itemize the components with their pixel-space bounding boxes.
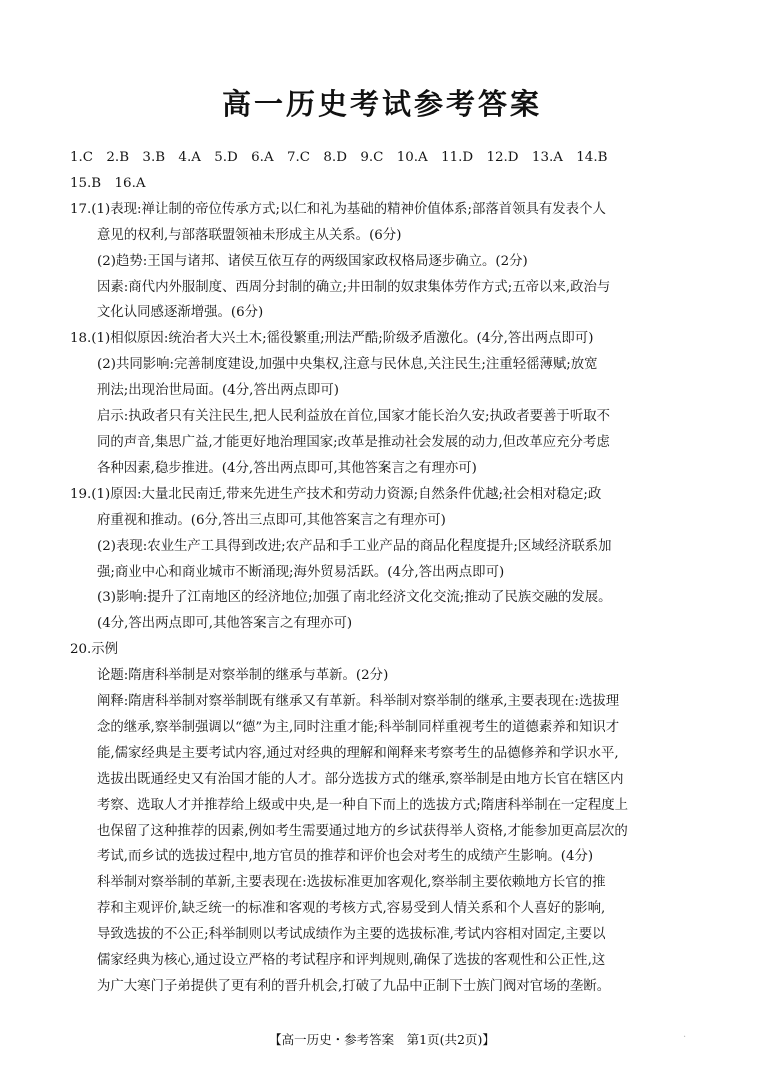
q20-line: 儒家经典为核心,通过设立严格的考试程序和评判规则,确保了选拔的客观性和公正性,这 [97, 953, 606, 969]
q20-line: 科举制对察举制的革新,主要表现在:选拔标准更加客观化,察举制主要依赖地方长官的推 [97, 875, 606, 891]
q20-line: 念的继承,察举制强调以“德”为主,同时注重才能;科举制同样重视考生的道德素养和知识才 [97, 719, 620, 735]
q20-line: 20.示例 [70, 642, 119, 658]
q20-line: 选拔出既通经史又有治国才能的人才。部分选拔方式的继承,察举制是由地方长官在辖区内 [97, 771, 624, 787]
q17-line: 文化认同感逐渐增强。(6分) [97, 305, 264, 321]
q20-line: 能,儒家经典是主要考试内容,通过对经典的理解和阐释来考察考生的品德修养和学识水平, [97, 745, 619, 761]
q20-line: 考察、选取人才并推荐给上级或中央,是一种自下而上的选拔方式;隋唐科举制在一定程度上 [97, 797, 628, 813]
q19-line: 府重视和推动。(6分,答出三点即可,其他答案言之有理亦可) [97, 512, 446, 528]
q18-line: 18.(1)相似原因:统治者大兴土木;徭役繁重;刑法严酷;阶级矛盾激化。(4分,答出两点即可) [70, 331, 594, 347]
q19-line: (2)表现:农业生产工具得到改进;农产品和手工业产品的商品化程度提升;区域经济联系加 [97, 538, 612, 554]
q19-line: 19.(1)原因:大量北民南迁,带来先进生产技术和劳动力资源;自然条件优越;社会相对稳定;政 [70, 486, 602, 502]
q20-line: 荐和主观评价,缺乏统一的标准和客观的考核方式,容易受到人情关系和个人喜好的影响, [97, 901, 606, 917]
choice-answers-line-2: 15.B 16.A [70, 175, 146, 191]
q18-line: 同的声音,集思广益,才能更好地治理国家;改革是推动社会发展的动力,但改革应充分考虑 [97, 434, 610, 450]
q18-line: 各种因素,稳步推进。(4分,答出两点即可,其他答案言之有理亦可) [97, 460, 477, 476]
page-footer: 【高一历史・参考答案 第1页(共2页)】 [269, 1032, 495, 1047]
q20-line: 阐释:隋唐科举制对察举制既有继承又有革新。科举制对察举制的继承,主要表现在:选拔理 [97, 694, 620, 710]
q17-line: 因素:商代内外服制度、西周分封制的确立;井田制的奴隶集体劳作方式;五帝以来,政治与 [97, 279, 611, 295]
q18-line: 启示:执政者只有关注民生,把人民利益放在首位,国家才能长治久安;执政者要善于听取不 [97, 409, 610, 425]
page-title: 高一历史考试参考答案 [221, 87, 542, 121]
q19-line: (4分,答出两点即可,其他答案言之有理亦可) [97, 616, 353, 632]
q20-line: 论题:隋唐科举制是对察举制的继承与革新。(2分) [97, 668, 389, 684]
q18-line: (2)共同影响:完善制度建设,加强中央集权,注意与民休息,关注民生;注重轻徭薄赋;放宽 [97, 357, 598, 373]
q17-line: 17.(1)表现:禅让制的帝位传承方式;以仁和礼为基础的精神价值体系;部落首领具有发表个人 [70, 201, 606, 217]
q20-line: 考试,而乡试的选拔过程中,地方官员的推荐和评价也会对考生的成绩产生影响。(4分) [97, 849, 594, 865]
choice-answers-line-1: 1.C 2.B 3.B 4.A 5.D 6.A 7.C 8.D 9.C 10.A 11.D 12.D 13.A 14.B [70, 150, 608, 165]
q19-line: 强;商业中心和商业城市不断涌现;海外贸易活跃。(4分,答出两点即可) [97, 564, 505, 580]
q20-line: 为广大寒门子弟提供了更有利的晋升机会,打破了九品中正制下士族门阀对官场的垄断。 [97, 979, 611, 994]
q20-line: 导致选拔的不公正;科举制则以考试成绩作为主要的选拔标准,考试内容相对固定,主要以 [97, 927, 606, 943]
corner-mark: · [683, 1032, 687, 1043]
answer-content [70, 145, 700, 1000]
q20-line: 也保留了这种推荐的因素,例如考生需要通过地方的乡试获得举人资格,才能参加更高层次的 [97, 823, 628, 839]
q18-line: 刑法;出现治世局面。(4分,答出两点即可) [97, 383, 339, 399]
q19-line: (3)影响:提升了江南地区的经济地位;加强了南北经济文化交流;推动了民族交融的发展。 [97, 590, 612, 606]
q17-line: (2)趋势:王国与诸邦、诸侯互依互存的两级国家政权格局逐步确立。(2分) [97, 253, 528, 269]
q17-line: 意见的权利,与部落联盟领袖未形成主从关系。(6分) [97, 227, 402, 243]
